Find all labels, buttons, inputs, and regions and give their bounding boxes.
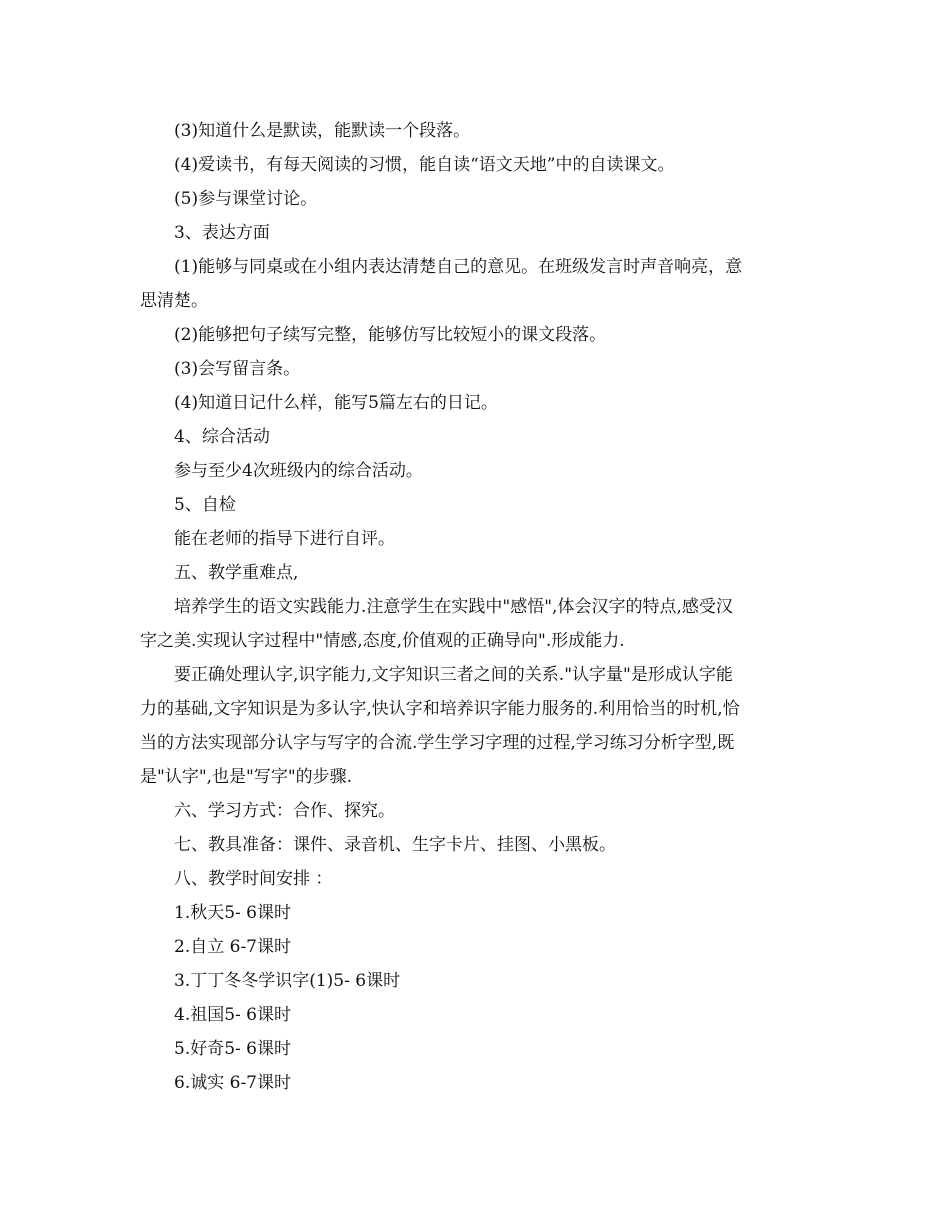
text-line: 5、自检: [174, 495, 236, 515]
text-line: 4.祖国5- 6课时: [174, 1005, 291, 1025]
text-line: 参与至少4次班级内的综合活动。: [174, 461, 423, 481]
text-line: (2)能够把句子续写完整，能够仿写比较短小的课文段落。: [174, 325, 607, 345]
text-line: (3)会写留言条。: [174, 359, 301, 379]
text-line: 3、表达方面: [174, 223, 270, 243]
text-line: 六、学习方式：合作、探究。: [174, 801, 395, 821]
text-line: 6.诚实 6-7课时: [174, 1073, 291, 1093]
text-line: 七、教具准备：课件、录音机、生字卡片、挂图、小黑板。: [174, 835, 616, 855]
text-line: 培养学生的语文实践能力.注意学生在实践中"感悟",体会汉字的特点,感受汉: [174, 597, 733, 617]
text-line: 五、教学重难点,: [174, 563, 299, 583]
text-line: 思清楚。: [140, 291, 208, 311]
text-line: 能在老师的指导下进行自评。: [174, 529, 395, 549]
text-line: 3.丁丁冬冬学识字(1)5- 6课时: [174, 971, 401, 991]
text-line: 是"认字",也是"写字"的步骤.: [140, 767, 353, 787]
text-line: 当的方法实现部分认字与写字的合流.学生学习字理的过程,学习练习分析字型,既: [140, 733, 735, 753]
text-line: 2.自立 6-7课时: [174, 937, 291, 957]
text-line: (3)知道什么是默读，能默读一个段落。: [174, 121, 471, 141]
text-line: 要正确处理认字,识字能力,文字知识三者之间的关系."认字量"是形成认字能: [174, 665, 733, 685]
document-body: [140, 114, 818, 1100]
text-line: 5.好奇5- 6课时: [174, 1039, 291, 1059]
text-line: 字之美.实现认字过程中"情感,态度,价值观的正确导向".形成能力.: [140, 631, 625, 651]
text-line: 力的基础,文字知识是为多认字,快认字和培养识字能力服务的.利用恰当的时机,恰: [140, 699, 740, 719]
text-line: (5)参与课堂讨论。: [174, 189, 318, 209]
text-line: (4)爱读书，有每天阅读的习惯，能自读“语文天地”中的自读课文。: [174, 155, 675, 175]
text-line: (1)能够与同桌或在小组内表达清楚自己的意见。在班级发言时声音响亮，意: [174, 257, 743, 277]
text-line: 4、综合活动: [174, 427, 270, 447]
text-line: 1.秋天5- 6课时: [174, 903, 291, 923]
text-line: (4)知道日记什么样，能写5篇左右的日记。: [174, 393, 498, 413]
text-line: 八、教学时间安排 ：: [174, 869, 333, 889]
